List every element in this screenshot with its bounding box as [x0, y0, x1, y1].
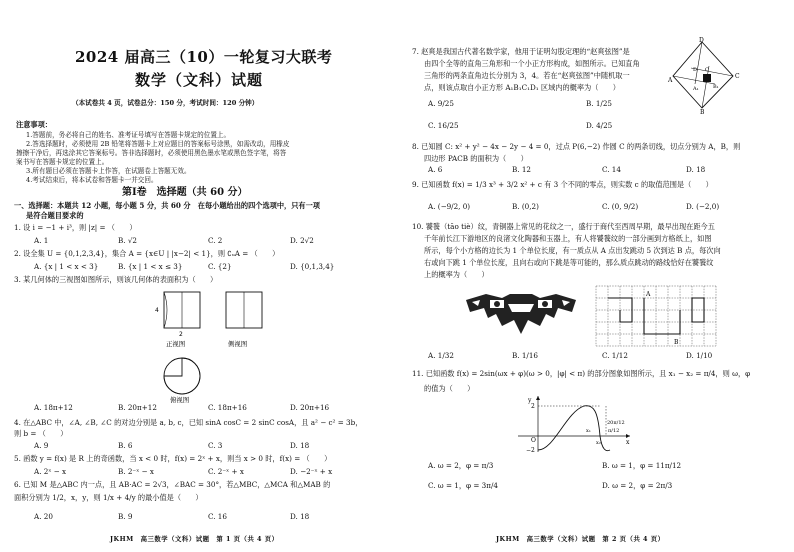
question-6-stem-cont: 面积分别为 1/2，x，y，则 1/x + 4/y 的最小值是（ ）	[14, 493, 203, 502]
graph-label-x2: x₂	[596, 440, 601, 446]
q7-option-b: B. 1/25	[586, 99, 612, 108]
question-7-line: 点，则该点取自小正方形 A₁B₁C₁D₁ 区域内的概率为（ ）	[424, 83, 620, 92]
sine-graph-figure	[514, 392, 634, 456]
notice-line: 2.答选择题时，必须使用 2B 铅笔将答题卡上对应题目的答案标号涂黑，如需改动，用橡皮	[26, 140, 290, 148]
q9-option-c: C. (0, 9/2)	[602, 202, 639, 211]
q3-option-a: A. 18π+12	[34, 403, 73, 412]
q8-option-a: A. 6	[428, 165, 443, 174]
exam-info: （本试卷共 4 页，试卷总分：150 分，考试时间：120 分钟）	[72, 99, 259, 107]
q6-option-c: C. 16	[208, 512, 227, 521]
graph-label-origin: O	[531, 437, 536, 444]
grid-paper-figure	[592, 282, 720, 350]
question-2-stem: 2. 设全集 U = {0,1,2,3,4}，集合 A = {x∈U | |x−2| < 1}，则 ∁ᵤA = （ ）	[14, 249, 280, 258]
q9-option-a: A. (−9/2, 0)	[428, 202, 471, 211]
vertex-label: A	[668, 77, 673, 84]
graph-label-x1: x₁	[586, 428, 591, 434]
question-6-stem: 6. 已知 M 是△ABC 内一点，且 AB·AC = 2√3，∠BAC = 30°，若△MBC，△MCA 和△MAB 的	[14, 480, 331, 489]
page-footer: JKHM 高三数学（文科）试题 第 1 页（共 4 页）	[110, 535, 279, 543]
zhao-shuang-diagram	[669, 38, 741, 114]
dim-label: 4	[155, 307, 159, 314]
q8-option-d: D. 18	[686, 165, 706, 174]
graph-label-t: 20π/12	[607, 420, 625, 426]
graph-label-x: x	[626, 439, 630, 446]
q6-option-a: A. 20	[34, 512, 53, 521]
q6-option-b: B. 9	[118, 512, 133, 521]
q5-option-d: D. −2⁻ˣ + x	[290, 467, 333, 476]
section-intro: 是符合题目要求的	[26, 211, 84, 220]
q1-option-a: A. 1	[34, 236, 49, 245]
q1-option-b: B. √2	[118, 236, 138, 245]
dim-label: 2	[179, 331, 183, 338]
side-view-label: 侧视图	[228, 340, 248, 348]
question-4-stem: 4. 在△ABC 中，∠A, ∠B, ∠C 的对边分别是 a, b, c，已知 sinA cosC = 2 sinC cosA，且 a² − c² = 3b，	[14, 418, 363, 427]
front-view-label: 正视图	[166, 340, 186, 348]
question-11-stem-cont: 的值为（ ）	[424, 384, 475, 393]
q11-option-d: D. ω = 2，φ = 2π/3	[602, 481, 673, 490]
q11-option-b: B. ω = 1，φ = 11π/12	[602, 461, 682, 470]
notice-line: 擦擦干净后，再选涂其它答案标号。答非选择题时，必须使用黑色墨水笔或黑色签字笔，将答	[16, 149, 287, 157]
q2-option-c: C. {2}	[208, 262, 232, 271]
q3-option-b: B. 20π+12	[118, 403, 157, 412]
notice-title: 注意事项：	[16, 120, 52, 129]
q4-option-a: A. 9	[34, 441, 49, 450]
question-11-stem: 11. 已知函数 f(x) = 2sin(ωx + φ)(ω > 0，|φ| < π) 的部分图象如图所示，且 x₁ − x₂ = π/4，则 ω，φ	[412, 369, 751, 378]
question-4-stem-cont: 则 b = （ ）	[14, 429, 68, 438]
q3-option-c: C. 18π+16	[208, 403, 247, 412]
notice-line: 1.答题前，务必将自己的姓名、准考证号填写在答题卡规定的位置上。	[26, 131, 231, 139]
q5-option-a: A. 2ˣ − x	[34, 467, 67, 476]
q4-option-c: C. 3	[208, 441, 223, 450]
q2-option-d: D. {0,1,3,4}	[290, 262, 335, 271]
q5-option-c: C. 2⁻ˣ + x	[208, 467, 244, 476]
q8-option-c: C. 14	[602, 165, 621, 174]
question-10-line: 千年前长江下游地区的良渚文化陶器和玉器上，有人将饕餮纹的一部分画到方格纸上，如图	[424, 234, 712, 243]
point-b-label: B	[674, 339, 679, 346]
exam-page-2	[404, 0, 794, 552]
question-7-line: 由四个全等的直角三角形和一个小正方形构成，如图所示。已知直角	[424, 59, 640, 68]
q10-option-b: B. 1/16	[512, 351, 538, 360]
q6-option-d: D. 18	[290, 512, 310, 521]
vertex-label: B₁	[713, 84, 719, 90]
question-1-stem: 1. 设 i = −1 + i³，则 |z| = （ ）	[14, 223, 137, 232]
q4-option-d: D. 18	[290, 441, 310, 450]
vertex-label: C	[705, 67, 709, 73]
question-8-stem: 8. 已知圆 C: x² + y² − 4x − 2y − 4 = 0，过点 P(6,−2) 作圆 C 的两条切线，切点分别为 A，B，则	[412, 142, 741, 151]
q2-option-b: B. {x | 1 < x ≤ 3}	[118, 262, 183, 271]
question-10-line: 10. 饕餮（tāo tiè）纹，青铜器上常见的花纹之一，盛行于商代至西周早期，最早出现在距今五	[412, 222, 715, 231]
graph-label-neg2: −2	[526, 447, 535, 454]
vertex-label: B	[700, 109, 705, 116]
q10-option-d: D. 1/10	[686, 351, 713, 360]
graph-label-t2: π/12	[608, 428, 620, 434]
taotie-pattern-image	[462, 290, 580, 338]
q7-option-d: D. 4/25	[586, 121, 613, 130]
question-10-line: 所示，每个小方格的边长为 1 个单位长度，有一质点从 A 点出发跳动 5 次到达 B 点，每次向	[424, 246, 721, 255]
question-7-line: 7. 赵爽是我国古代著名数学家，他用于证明勾股定理的“赵爽弦图”是	[412, 47, 630, 56]
q11-option-c: C. ω = 1，φ = 3π/4	[428, 481, 498, 490]
q1-option-c: C. 2	[208, 236, 223, 245]
q11-option-a: A. ω = 2，φ = π/3	[428, 461, 494, 470]
point-a-label: A	[646, 291, 651, 298]
q9-option-d: D. (−2,0)	[686, 202, 720, 211]
question-3-stem: 3. 某几何体的三视图如图所示，则该几何体的表面积为（ ）	[14, 275, 218, 284]
exam-subtitle: 数学（文科）试题	[135, 71, 264, 89]
q7-option-c: C. 16/25	[428, 121, 459, 130]
part-title: 第Ⅰ卷 选择题（共 60 分）	[122, 187, 248, 198]
q5-option-b: B. 2⁻ˣ − x	[118, 467, 154, 476]
q8-option-b: B. 12	[512, 165, 531, 174]
vertex-label: C	[735, 73, 740, 80]
q10-option-c: C. 1/12	[602, 351, 628, 360]
question-10-line: 右或向下跳 1 个单位长度，且向右或向下跳是等可能的，那么质点跳动的路线恰好在饕餮纹	[424, 258, 714, 267]
graph-label-y: y	[528, 397, 532, 404]
q2-option-a: A. {x | 1 < x < 3}	[34, 262, 99, 271]
notice-line: 3.所有题目必须在答题卡上作答，在试题卷上答题无效。	[26, 167, 191, 175]
question-8-stem-cont: 四边形 PACB 的面积为（ ）	[424, 154, 528, 163]
question-9-stem: 9. 已知函数 f(x) = 1/3 x³ + 3/2 x² + c 有 3 个不同的零点，则实数 c 的取值范围是（ ）	[412, 180, 713, 189]
q7-option-a: A. 9/25	[428, 99, 454, 108]
q1-option-d: D. 2√2	[290, 236, 314, 245]
vertex-label: A₁	[693, 86, 699, 92]
graph-label-2: 2	[531, 403, 535, 410]
notice-line: 4.考试结束后，将本试卷和答题卡一并交回。	[26, 176, 158, 184]
vertex-label: D	[693, 67, 698, 73]
section-intro: 一、选择题：本题共 12 小题，每小题 5 分，共 60 分 在每小题给出的四个选项中，只有一项	[14, 201, 320, 210]
three-view-figure	[150, 288, 280, 404]
vertex-label: D	[699, 37, 704, 44]
q3-option-d: D. 20π+16	[290, 403, 330, 412]
question-10-line: 上的概率为（ ）	[424, 270, 489, 279]
q10-option-a: A. 1/32	[428, 351, 454, 360]
q4-option-b: B. 6	[118, 441, 133, 450]
q9-option-b: B. (0,2)	[512, 202, 539, 211]
notice-line: 案书写在答题卡规定的位置上。	[16, 158, 109, 166]
top-view-label: 俯视图	[170, 396, 190, 404]
page-footer: JKHM 高三数学（文科）试题 第 2 页（共 4 页）	[496, 535, 665, 543]
question-5-stem: 5. 函数 y = f(x) 是 R 上的奇函数，当 x < 0 时，f(x) = 2ˣ + x，则当 x > 0 时，f(x) = （ ）	[14, 454, 332, 463]
question-7-line: 三角形的两条直角边长分别为 3，4。若在“赵爽弦图”中随机取一	[424, 71, 630, 80]
exam-title: 2024 届高三（10）一轮复习大联考	[75, 48, 333, 66]
